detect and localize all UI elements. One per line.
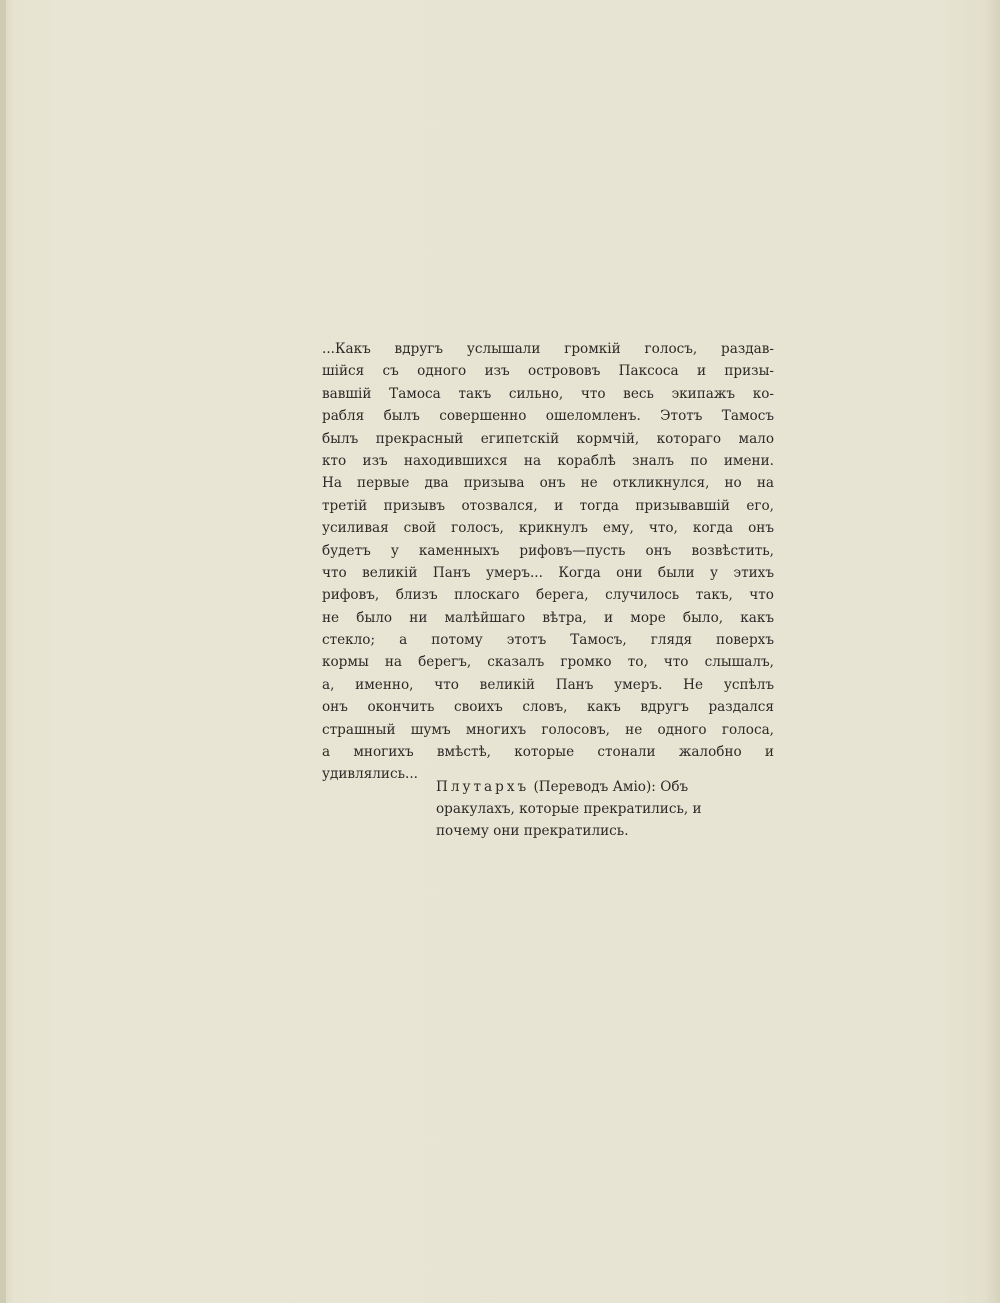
attribution-line [436, 776, 776, 798]
passage-line: кто изъ находившихся на кораблѣ зналъ по имени. [322, 452, 774, 469]
passage-line: На первые два призыва онъ не откликнулся, но на [322, 475, 774, 492]
passage-line: шійся съ одного изъ острововъ Паксоса и призы- [322, 363, 774, 380]
passage-line: ...Какъ вдругъ услышали громкій голосъ, раздав- [322, 341, 774, 357]
page-edge [0, 0, 6, 1303]
passage-line: третій призывъ отозвался, и тогда призывавшій его, [322, 497, 774, 514]
passage-text [322, 338, 774, 786]
passage-line: удивлялись... [322, 766, 418, 783]
passage-line: рифовъ, близъ плоскаго берега, случилось такъ, что [322, 587, 774, 604]
attribution-line: почему они прекратились. [436, 823, 629, 839]
passage-line: кормы на берегъ, сказалъ громко то, что слышалъ, [322, 654, 774, 671]
passage-line: а многихъ вмѣстѣ, которые стонали жалобно и [322, 744, 774, 761]
passage-line: рабля былъ совершенно ошеломленъ. Этотъ Тамосъ [322, 408, 774, 425]
passage-line: усиливая свой голосъ, крикнулъ ему, что, когда онъ [322, 520, 774, 537]
passage-line: не было ни малѣйшаго вѣтра, и море было, какъ [322, 609, 774, 626]
attribution [436, 776, 776, 842]
attribution-source: (Переводъ Аміо): Объ [529, 779, 689, 795]
passage-line: онъ окончить своихъ словъ, какъ вдругъ раздался [322, 699, 774, 716]
passage-line: былъ прекрасный египетскій кормчій, котораго мало [322, 430, 774, 447]
attribution-line: оракулахъ, которые прекратились, и [436, 801, 702, 817]
attribution-author: Плутархъ [436, 779, 530, 795]
passage-line: а, именно, что великій Панъ умеръ. Не успѣлъ [322, 676, 774, 693]
passage-line: вавшій Тамоса такъ сильно, что весь экипажъ ко- [322, 385, 774, 402]
passage-line: страшный шумъ многихъ голосовъ, не одного голоса, [322, 721, 774, 738]
passage-line: стекло; а потому этотъ Тамосъ, глядя поверхъ [322, 632, 774, 649]
passage-line: что великій Панъ умеръ... Когда они были у этихъ [322, 564, 774, 581]
passage-line: будетъ у каменныхъ рифовъ—пусть онъ возвѣстить, [322, 542, 774, 559]
